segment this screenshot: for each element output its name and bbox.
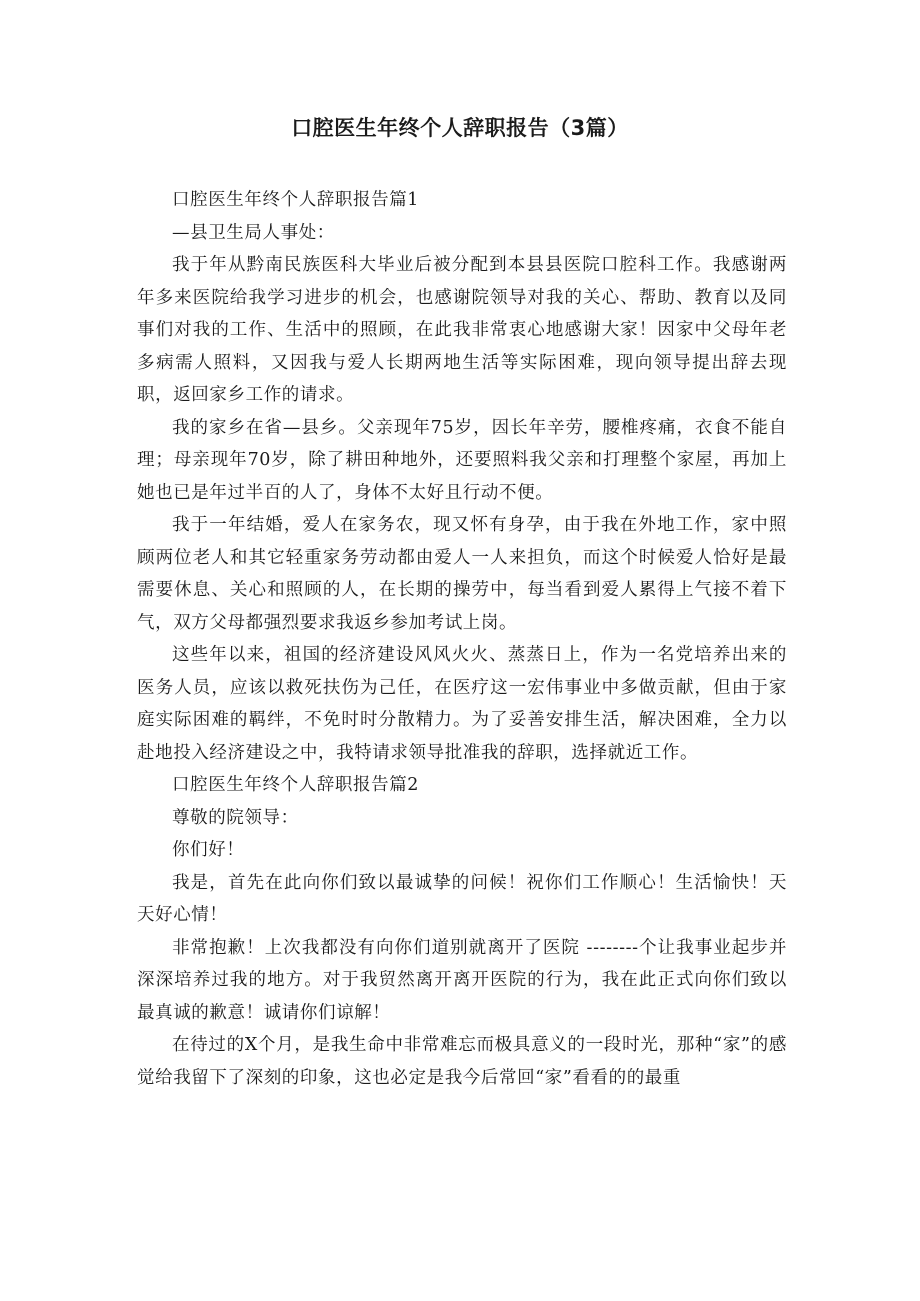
paragraph: 这些年以来，祖国的经济建设风风火火、蒸蒸日上，作为一名党培养出来的医务人员，应该以救死扶伤为己任，在医疗这一宏伟事业中多做贡献，但由于家庭实际困难的羁绊，不免时时分散精力。为了妥善安排生活，解决困难，全力以赴地投入经济建设之中，我特请求领导批准我的辞职，选择就近工作。 [137, 645, 787, 763]
paragraph: 我于一年结婚，爱人在家务农，现又怀有身孕，由于我在外地工作，家中照顾两位老人和其它轻重家务劳动都由爱人一人来担负，而这个时候爱人恰好是最需要休息、关心和照顾的人，在长期的操劳中，每当看到爱人累得上气接不着下气，双方父母都强烈要求我返乡参加考试上岗。 [137, 515, 787, 633]
section-heading-1: 口腔医生年终个人辞职报告篇1 [172, 190, 420, 210]
salutation-1: —县卫生局人事处： [172, 222, 335, 243]
paragraph: 我于年从黔南民族医科大毕业后被分配到本县县医院口腔科工作。我感谢两年多来医院给我学习进步的机会，也感谢院领导对我的关心、帮助、教育以及同事们对我的工作、生活中的照顾，在此我非常衷心地感谢大家！因家中父母年老多病需人照料，又因我与爱人长期两地生活等实际困难，现向领导提出辞去现职，返回家乡工作的请求。 [137, 255, 787, 405]
document-title: 口腔医生年终个人辞职报告（3篇） [291, 116, 629, 140]
greeting: 你们好！ [172, 840, 245, 860]
salutation-2: 尊敬的院领导： [172, 807, 299, 828]
paragraph: 在待过的X个月，是我生命中非常难忘而极具意义的一段时光，那种“家”的感觉给我留下了深刻的印象，这也必定是我今后常回“家”看看的的最重 [137, 1035, 787, 1088]
document-body [137, 184, 787, 1094]
section-heading-2: 口腔医生年终个人辞职报告篇2 [172, 775, 420, 795]
paragraph: 非常抱歉！上次我都没有向你们道别就离开了医院 --------个让我事业起步并深深培养过我的地方。对于我贸然离开离开医院的行为，我在此正式向你们致以最真诚的歉意！诚请你们谅解！ [137, 937, 787, 1023]
paragraph: 我是，首先在此向你们致以最诚挚的问候！祝你们工作顺心！生活愉快！天天好心情！ [137, 872, 787, 925]
paragraph: 我的家乡在省—县乡。父亲现年75岁，因长年辛劳，腰椎疼痛，衣食不能自理；母亲现年70岁，除了耕田种地外，还要照料我父亲和打理整个家屋，再加上她也已是年过半百的人了，身体不太好且行动不便。 [137, 417, 787, 503]
